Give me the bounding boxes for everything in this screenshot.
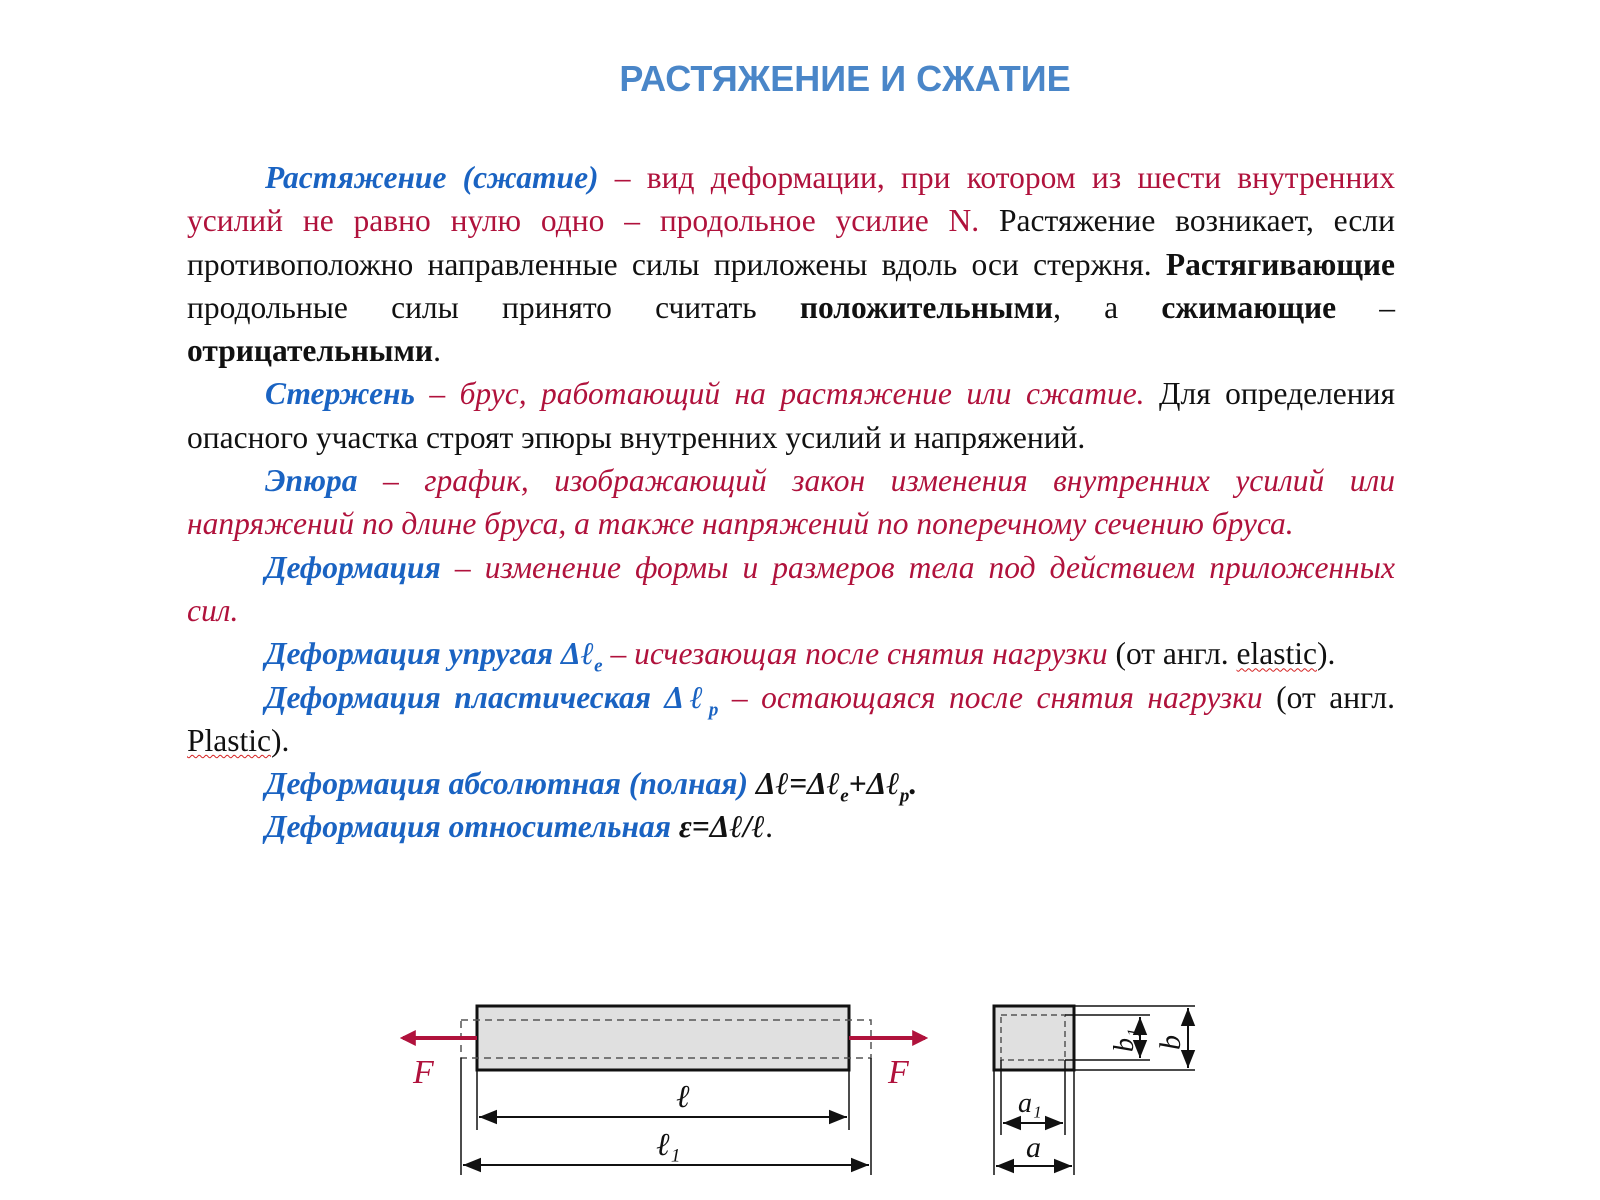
text: . [765,809,774,845]
bold-text: Растягивающие [1165,246,1395,282]
text: ). [1317,636,1336,672]
bar [477,1006,849,1070]
formula-part: +Δℓ [848,766,900,802]
subscript: e [840,785,849,807]
text: Для определения опасного участка строят эпюры внутренних усилий и напряжений. [187,376,1395,455]
term-absolute: Деформация абсолютная (полная) [265,766,748,802]
term-diagram: Эпюра [265,463,358,499]
force-label-right: F [888,1054,909,1091]
bold-text: положительными [799,289,1054,325]
formula-part: Δℓ=Δℓ [747,766,841,802]
bold-text: отрицательными [187,333,434,369]
text: (от англ. [1107,636,1237,672]
term-rod: Стержень [265,376,415,412]
definition-plastic: – остающаяся после снятия нагрузки [718,679,1263,715]
subscript: p [899,785,910,807]
subscript: p [708,698,719,720]
b-label: b [1154,1035,1187,1050]
spellcheck-word: Plastic [187,722,271,758]
text: – [1336,289,1396,325]
text: Растяжение возникает, если противоположно направленные силы приложены вдоль оси стержня. [187,203,1395,282]
definition-elastic: – исчезающая после снятия нагрузки [602,636,1108,672]
subscript: e [594,655,603,677]
term-text: Деформация пластическая Δℓ [265,679,709,715]
formula-relative: ε=Δℓ/ℓ [670,809,766,845]
spellcheck-word: elastic [1236,636,1318,672]
text: (от англ. [1262,679,1396,715]
definition-tension: – вид деформации, при котором из шести внутренних усилий не равно нулю одно – продольное усилие N. [187,160,1395,239]
a-label: a [1026,1131,1041,1164]
text: продольные силы принято считать [187,289,800,325]
text: ). [271,722,290,758]
text: . [433,333,441,369]
definition-diagram: – график, изображающий закон изменения внутренних усилий или напряжений по длине бруса, а также напряжений по поперечному сечению бруса. [187,463,1395,542]
formula-part: . [909,766,918,802]
b1-label: b₁ [1109,1028,1140,1052]
page-title: РАСТЯЖЕНИЕ И СЖАТИЕ [619,58,1071,99]
term-deformation: Деформация [265,549,441,585]
length-1-label: ℓ₁ [656,1126,681,1162]
term-text: Деформация упругая Δℓ [265,636,595,672]
term-tension: Растяжение (сжатие) [265,160,599,195]
term-relative: Деформация относительная [265,809,671,845]
force-label-left: F [413,1054,434,1091]
length-label: ℓ [676,1078,690,1114]
bold-text: сжимающие [1161,289,1337,325]
a1-label: a₁ [1018,1088,1042,1119]
definition-deformation: – изменение формы и размеров тела под действием приложенных сил. [187,549,1395,628]
definition-rod: – брус, работающий на растяжение или сжатие. [414,376,1145,412]
text: , а [1053,289,1162,325]
